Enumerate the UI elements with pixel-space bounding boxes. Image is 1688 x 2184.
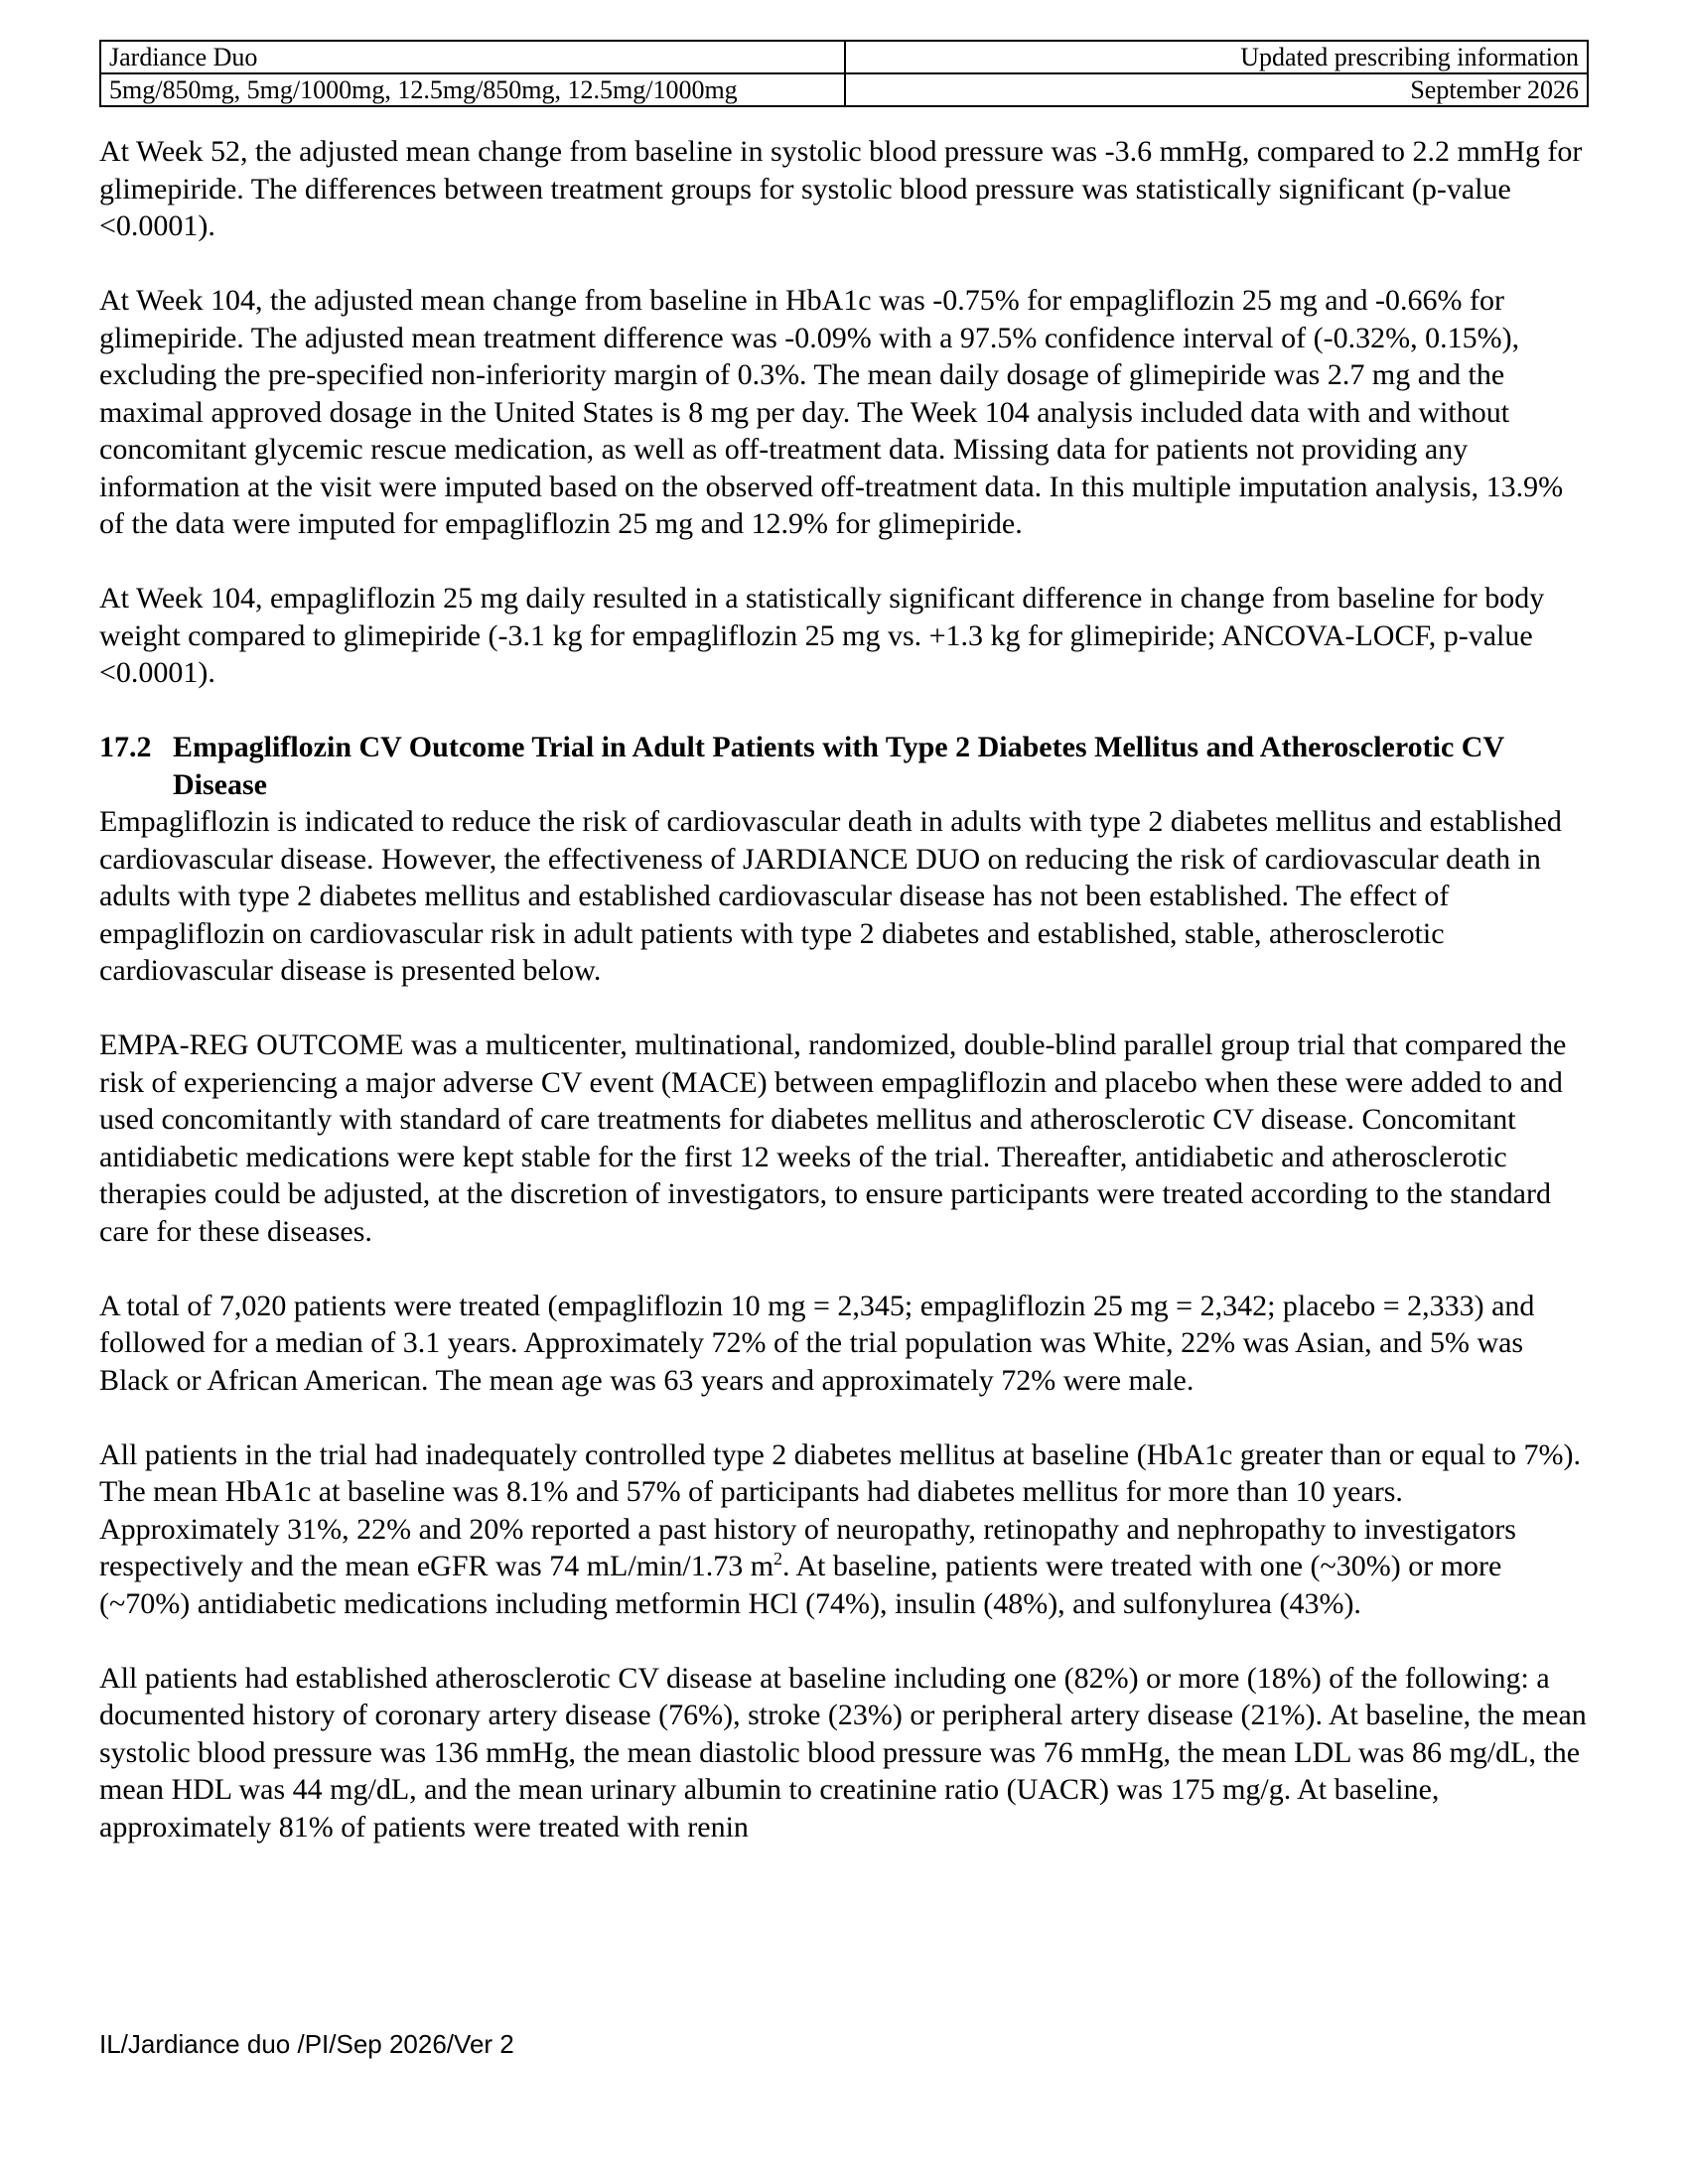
header-date: September 2026 [845,73,1588,106]
paragraph-baseline-cv: All patients had established atherosclerotic CV disease at baseline including one (82%) or more (18%) of the following: a documented history of coronary artery disease (76%), stroke (23%) or peripheral artery disease (21%). At baseline, the mean systolic blood pressure was 136 mmHg, the mean diastolic blood pressure was 76 mmHg, the mean LDL was 86 mg/dL, the mean HDL was 44 mg/dL, and the mean urinary albumin to creatinine ratio (UACR) was 175 mg/g. At baseline, approximately 81% of patients were treated with renin [99,1661,1587,1843]
section-heading [99,729,1589,803]
baseline-text-2: . At baseline, patients were treated with one (~30%) or more (~70%) antidiabetic medications including metformin HCl (74%), insulin (48%), and sulfonylurea (43%). [99,1550,1502,1620]
footer-code: IL/Jardiance duo /PI/Sep 2026/Ver 2 [99,2029,514,2059]
header-doc-type: Updated prescribing information [845,41,1588,73]
header-product: Jardiance Duo [100,41,845,73]
paragraph-week52-bp: At Week 52, the adjusted mean change from baseline in systolic blood pressure was -3.6 mmHg, compared to 2.2 mmHg for glimepiride. The differences between treatment groups for systolic blood pressure was statistically significant (p-value <0.0001). [99,135,1583,242]
section-number: 17.2 [99,731,152,763]
header-row-2 [100,73,1588,106]
header-row-1 [100,41,1588,73]
paragraph-population: A total of 7,020 patients were treated (empagliflozin 10 mg = 2,345; empagliflozin 25 mg = 2,342; placebo = 2,333) and followed for a median of 3.1 years. Approximately 72% of the trial population was White, 22% was Asian, and 5% was Black or African American. The mean age was 63 years and approximately 72% were male. [99,1289,1535,1397]
header-table [99,40,1589,107]
header-strengths: 5mg/850mg, 5mg/1000mg, 12.5mg/850mg, 12.5mg/1000mg [100,73,845,106]
body-text [99,133,1589,1845]
section-title: Empagliflozin CV Outcome Trial in Adult Patients with Type 2 Diabetes Mellitus and Atherosclerotic CV Disease [173,731,1504,801]
paragraph-indication: Empagliflozin is indicated to reduce the risk of cardiovascular death in adults with type 2 diabetes mellitus and established cardiovascular disease. However, the effectiveness of JARDIANCE DUO on reducing the risk of cardiovascular death in adults with type 2 diabetes mellitus and established cardiovascular disease has not been established. The effect of empagliflozin on cardiovascular risk in adult patients with type 2 diabetes and established, stable, atherosclerotic cardiovascular disease is presented below. [99,805,1562,987]
paragraph-baseline-diabetes [99,1436,1589,1623]
superscript-2: 2 [774,1549,783,1569]
paragraph-week104-weight: At Week 104, empagliflozin 25 mg daily resulted in a statistically significant difference in change from baseline for body weight compared to glimepiride (-3.1 kg for empagliflozin 25 mg vs. +1.3 kg for glimepiride; ANCOVA-LOCF, p-value <0.0001). [99,582,1545,689]
baseline-text-1: All patients in the trial had inadequately controlled type 2 diabetes mellitus at baseline (HbA1c greater than or equal to 7%). The mean HbA1c at baseline was 8.1% and 57% of participants had diabetes mellitus for more than 10 years. Approximately 31%, 22% and 20% reported a past history of neuropathy, retinopathy and nephropathy to investigators respectively and the mean eGFR was 74 mL/min/1.73 m [99,1437,1582,1582]
paragraph-trial-design: EMPA-REG OUTCOME was a multicenter, multinational, randomized, double-blind parallel group trial that compared the risk of experiencing a major adverse CV event (MACE) between empagliflozin and placebo when these were added to and used concomitantly with standard of care treatments for diabetes mellitus and atherosclerotic CV disease. Concomitant antidiabetic medications were kept stable for the first 12 weeks of the trial. Thereafter, antidiabetic and atherosclerotic therapies could be adjusted, at the discretion of investigators, to ensure participants were treated according to the standard care for these diseases. [99,1028,1567,1248]
document-page [99,40,1589,1845]
paragraph-week104-hba1c: At Week 104, the adjusted mean change from baseline in HbA1c was -0.75% for empagliflozin 25 mg and -0.66% for glimepiride. The adjusted mean treatment difference was -0.09% with a 97.5% confidence interval of (-0.32%, 0.15%), excluding the pre-specified non-inferiority margin of 0.3%. The mean daily dosage of glimepiride was 2.7 mg and the maximal approved dosage in the United States is 8 mg per day. The Week 104 analysis included data with and without concomitant glycemic rescue medication, as well as off-treatment data. Missing data for patients not providing any information at the visit were imputed based on the observed off-treatment data. In this multiple imputation analysis, 13.9% of the data were imputed for empagliflozin 25 mg and 12.9% for glimepiride. [99,284,1564,540]
